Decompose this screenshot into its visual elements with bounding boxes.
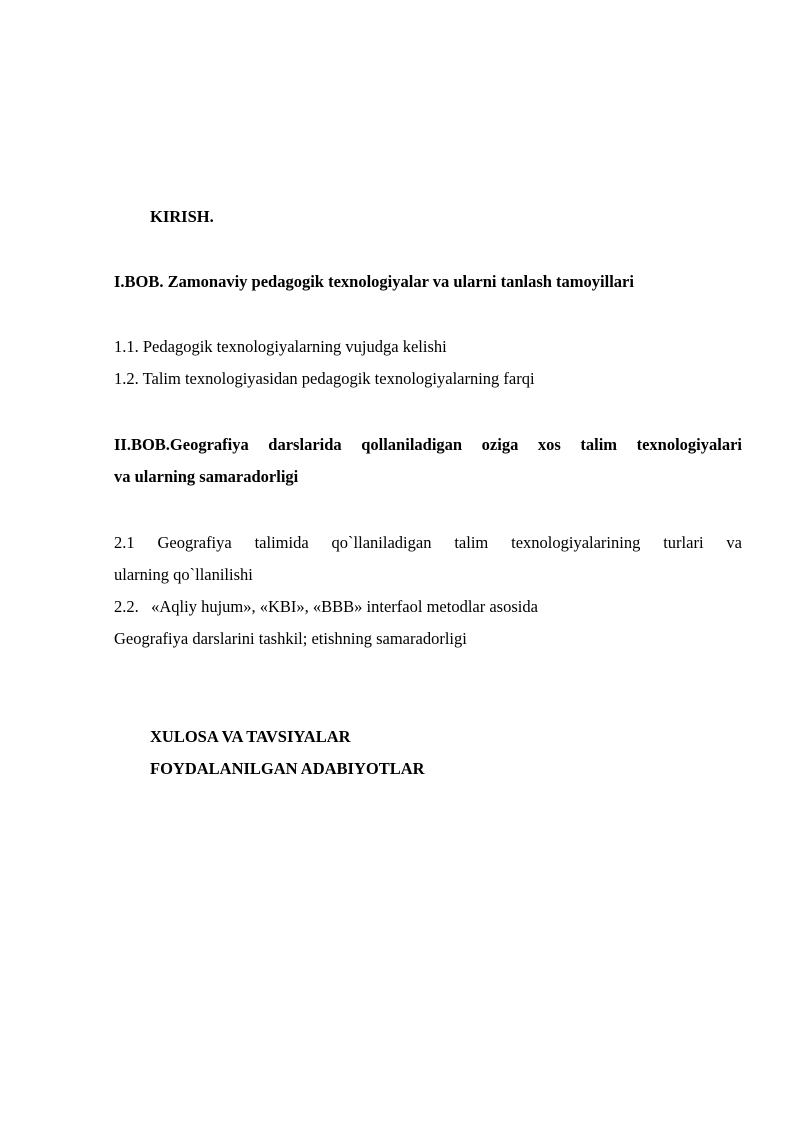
- toc-section-2-1-line2: ularning qo`llanilishi: [114, 565, 253, 584]
- toc-section-2-1-text: 2.1 Geografiya talimida qo`llaniladigan talim texnologiyalarining turlari va: [114, 533, 742, 552]
- toc-chapter1-title: I.BOB. Zamonaviy pedagogik texnologiyalar va ularni tanlash tamoyillari: [114, 272, 634, 291]
- toc-section-2-1-line1: [114, 527, 742, 559]
- toc-conclusion: XULOSA VA TAVSIYALAR: [150, 727, 351, 746]
- toc-chapter2-title-text: II.BOB.Geografiya darslarida qollaniladigan oziga xos talim texnologiyalari: [114, 435, 742, 454]
- toc-intro: KIRISH.: [150, 207, 214, 226]
- toc-section-1-2: 1.2. Talim texnologiyasidan pedagogik texnologiyalarning farqi: [114, 369, 535, 388]
- toc-section-2-2-line2: Geografiya darslarini tashkil; etishning samaradorligi: [114, 629, 467, 648]
- toc-chapter2-title-line1: [114, 429, 742, 461]
- toc-references: FOYDALANILGAN ADABIYOTLAR: [150, 759, 425, 778]
- toc-chapter2-title-line2: va ularning samaradorligi: [114, 467, 299, 486]
- toc-section-1-1: 1.1. Pedagogik texnologiyalarning vujudga kelishi: [114, 337, 447, 356]
- toc-section-2-2-line1: 2.2. «Aqliy hujum», «KBI», «BBB» interfaol metodlar asosida: [114, 597, 538, 616]
